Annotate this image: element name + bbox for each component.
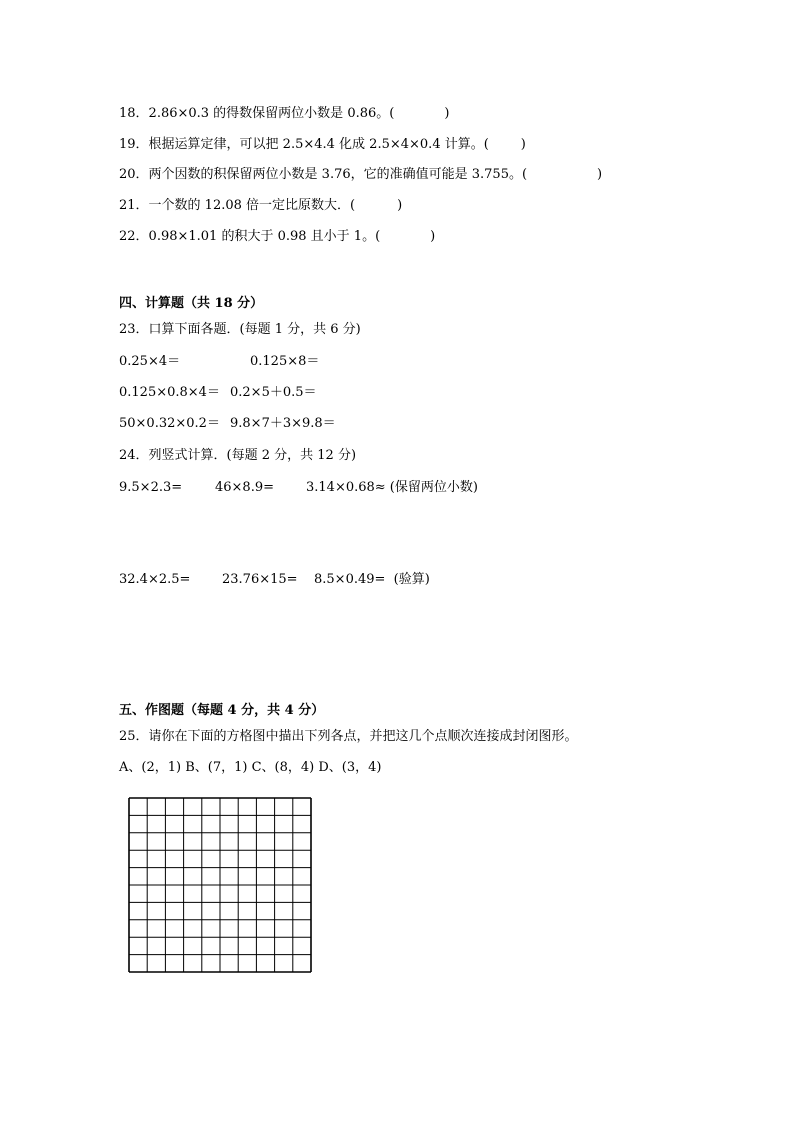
oral-calc-6: 9.8×7＋3×9.8＝: [230, 416, 336, 431]
answer-paren-22[interactable]: ): [430, 229, 436, 244]
answer-paren-20[interactable]: ): [597, 167, 603, 182]
question-18: [119, 106, 449, 122]
vertical-calc-6: 8.5×0.49= (验算): [314, 572, 430, 587]
oral-calc-3: 0.125×0.8×4＝: [119, 385, 220, 400]
vertical-calc-5: 23.76×15=: [222, 572, 298, 587]
question-21-text: 21．一个数的 12.08 倍一定比原数大．(: [119, 198, 356, 213]
question-25-points: A、(2，1) B、(7，1) C、(8，4) D、(3，4): [119, 760, 382, 775]
section-5-heading: 五、作图题（每题 4 分，共 4 分）: [119, 703, 325, 718]
answer-paren-19[interactable]: ): [520, 137, 526, 152]
vertical-calc-2: 46×8.9=: [215, 480, 275, 495]
answer-paren-18[interactable]: ): [444, 106, 450, 121]
question-24-title: 24．列竖式计算．(每题 2 分，共 12 分): [119, 448, 357, 463]
section-4-heading: 四、计算题（共 18 分）: [119, 296, 264, 311]
question-21: [119, 198, 402, 214]
oral-calc-5: 50×0.32×0.2＝: [119, 416, 220, 431]
oral-calc-1: 0.25×4＝: [119, 354, 181, 369]
vertical-calc-1: 9.5×2.3=: [119, 480, 183, 495]
vertical-calc-4: 32.4×2.5=: [119, 572, 191, 587]
question-22: [119, 229, 435, 245]
question-19: [119, 137, 526, 153]
answer-paren-21[interactable]: ): [397, 198, 403, 213]
question-25-title: 25．请你在下面的方格图中描出下列各点，并把这几个点顺次连接成封闭图形。: [119, 729, 578, 744]
question-20: [119, 167, 602, 183]
question-19-text: 19．根据运算定律，可以把 2.5×4.4 化成 2.5×4×0.4 计算。(: [119, 137, 489, 152]
coordinate-grid[interactable]: [128, 797, 312, 973]
question-23-title: 23．口算下面各题．(每题 1 分，共 6 分): [119, 322, 361, 337]
question-18-text: 18．2.86×0.3 的得数保留两位小数是 0.86。(: [119, 106, 395, 121]
question-22-text: 22．0.98×1.01 的积大于 0.98 且小于 1。(: [119, 229, 381, 244]
question-20-text: 20．两个因数的积保留两位小数是 3.76，它的准确值可能是 3.755。(: [119, 167, 528, 182]
vertical-calc-3: 3.14×0.68≈ (保留两位小数): [306, 480, 478, 495]
oral-calc-4: 0.2×5＋0.5＝: [230, 385, 317, 400]
oral-calc-2: 0.125×8＝: [250, 354, 320, 369]
